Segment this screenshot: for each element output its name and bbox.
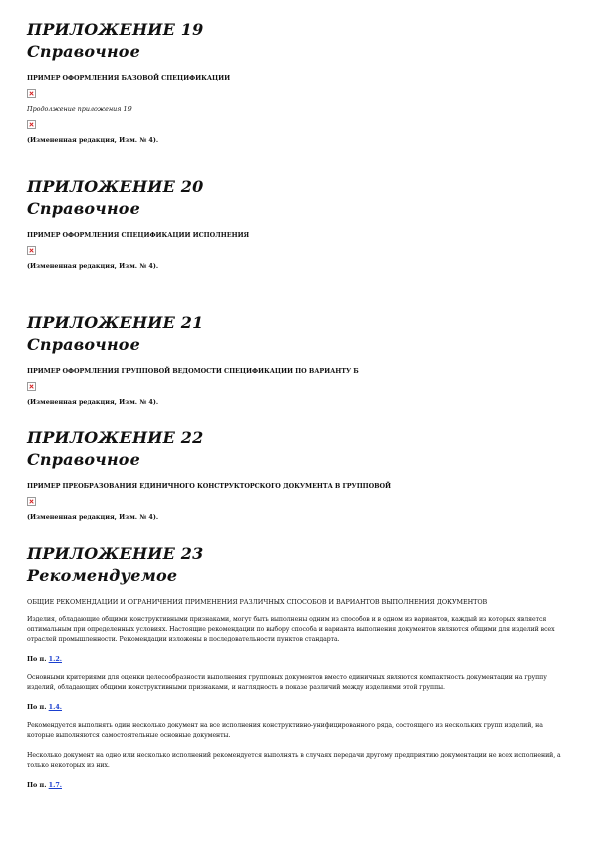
broken-image-icon[interactable] bbox=[27, 497, 36, 506]
broken-image-icon[interactable] bbox=[27, 246, 36, 255]
paragraph: Несколько документ на одно или несколько исполнений рекомендуется выполнять в случаях передачи другому предприятию документации не всех исполнений, а только некоторых из них. bbox=[27, 752, 561, 769]
ref-prefix: По п. bbox=[27, 781, 49, 789]
paragraph: Основными критериями для оценки целесообразности выполнения групповых документов вместо единичных являются компактность документации на группу изделий, обладающих общими конструктивными признаками, и наглядность в показе различий между изделиями этой группы. bbox=[27, 674, 547, 691]
appendix-title: ПРИМЕР ОФОРМЛЕНИЯ СПЕЦИФИКАЦИИ ИСПОЛНЕНИЯ bbox=[27, 231, 250, 239]
broken-image-icon[interactable] bbox=[27, 382, 36, 391]
appendix-title: ПРИМЕР ОФОРМЛЕНИЯ ГРУППОВОЙ ВЕДОМОСТИ СПЕЦИФИКАЦИИ ПО ВАРИАНТУ Б bbox=[27, 367, 359, 375]
appendix-20 bbox=[27, 177, 571, 270]
revision-note: (Измененная редакция, Изм. № 4). bbox=[27, 398, 159, 406]
appendix-heading: ПРИЛОЖЕНИЕ 20 bbox=[27, 177, 204, 196]
clause-reference bbox=[27, 703, 571, 711]
clause-link[interactable]: 1.4. bbox=[48, 703, 62, 711]
appendix-heading: ПРИЛОЖЕНИЕ 19 bbox=[27, 20, 204, 39]
appendix-heading: ПРИЛОЖЕНИЕ 21 bbox=[27, 313, 204, 332]
revision-note: (Измененная редакция, Изм. № 4). bbox=[27, 262, 159, 270]
revision-note: (Измененная редакция, Изм. № 4). bbox=[27, 513, 159, 521]
appendix-heading: ПРИЛОЖЕНИЕ 23 bbox=[27, 544, 204, 563]
appendix-heading: ПРИЛОЖЕНИЕ 22 bbox=[27, 428, 204, 447]
appendix-23 bbox=[27, 544, 571, 789]
appendix-21 bbox=[27, 313, 571, 406]
appendix-19 bbox=[27, 20, 571, 144]
broken-image-icon[interactable] bbox=[27, 89, 36, 98]
appendix-22 bbox=[27, 428, 571, 521]
ref-prefix: По п. bbox=[27, 655, 49, 663]
appendix-subheading: Рекомендуемое bbox=[27, 566, 178, 585]
clause-link[interactable]: 1.7. bbox=[48, 781, 62, 789]
clause-reference bbox=[27, 655, 571, 663]
appendix-subheading: Справочное bbox=[27, 450, 141, 469]
paragraph: Рекомендуется выполнять один несколько документ на все исполнения конструктивно-унифицированного ряда, состоящего из нескольких групп изделий, на которые выполняются самостоятельные основные документы. bbox=[27, 722, 543, 739]
appendix-subheading: Справочное bbox=[27, 335, 141, 354]
broken-image-icon[interactable] bbox=[27, 120, 36, 129]
appendix-title: ПРИМЕР ОФОРМЛЕНИЯ БАЗОВОЙ СПЕЦИФИКАЦИИ bbox=[27, 74, 231, 82]
appendix-subheading: Справочное bbox=[27, 199, 141, 218]
ref-prefix: По п. bbox=[27, 703, 49, 711]
clause-link[interactable]: 1.2. bbox=[48, 655, 62, 663]
paragraph: Изделия, обладающие общими конструктивными признаками, могут быть выполнены одним из способов и в одном из вариантов, каждый из которых является оптимальным при определенных условиях. Настоящие рекомендации по выбору способа и варианта выполнения документов являются общими для изделий всех отраслей промышленности. Рекомендации изложены в последовательности пунктов стандарта. bbox=[27, 616, 555, 643]
appendix-title: ПРИМЕР ПРЕОБРАЗОВАНИЯ ЕДИНИЧНОГО КОНСТРУКТОРСКОГО ДОКУМЕНТА В ГРУППОВОЙ bbox=[27, 482, 392, 490]
clause-reference bbox=[27, 781, 571, 789]
continuation-label: Продолжение приложения 19 bbox=[27, 105, 132, 113]
appendix-title: ОБЩИЕ РЕКОМЕНДАЦИИ И ОГРАНИЧЕНИЯ ПРИМЕНЕНИЯ РАЗЛИЧНЫХ СПОСОБОВ И ВАРИАНТОВ ВЫПОЛНЕНИЯ ДОКУМЕНТОВ bbox=[27, 598, 488, 606]
revision-note: (Измененная редакция, Изм. № 4). bbox=[27, 136, 159, 144]
appendix-subheading: Справочное bbox=[27, 42, 141, 61]
